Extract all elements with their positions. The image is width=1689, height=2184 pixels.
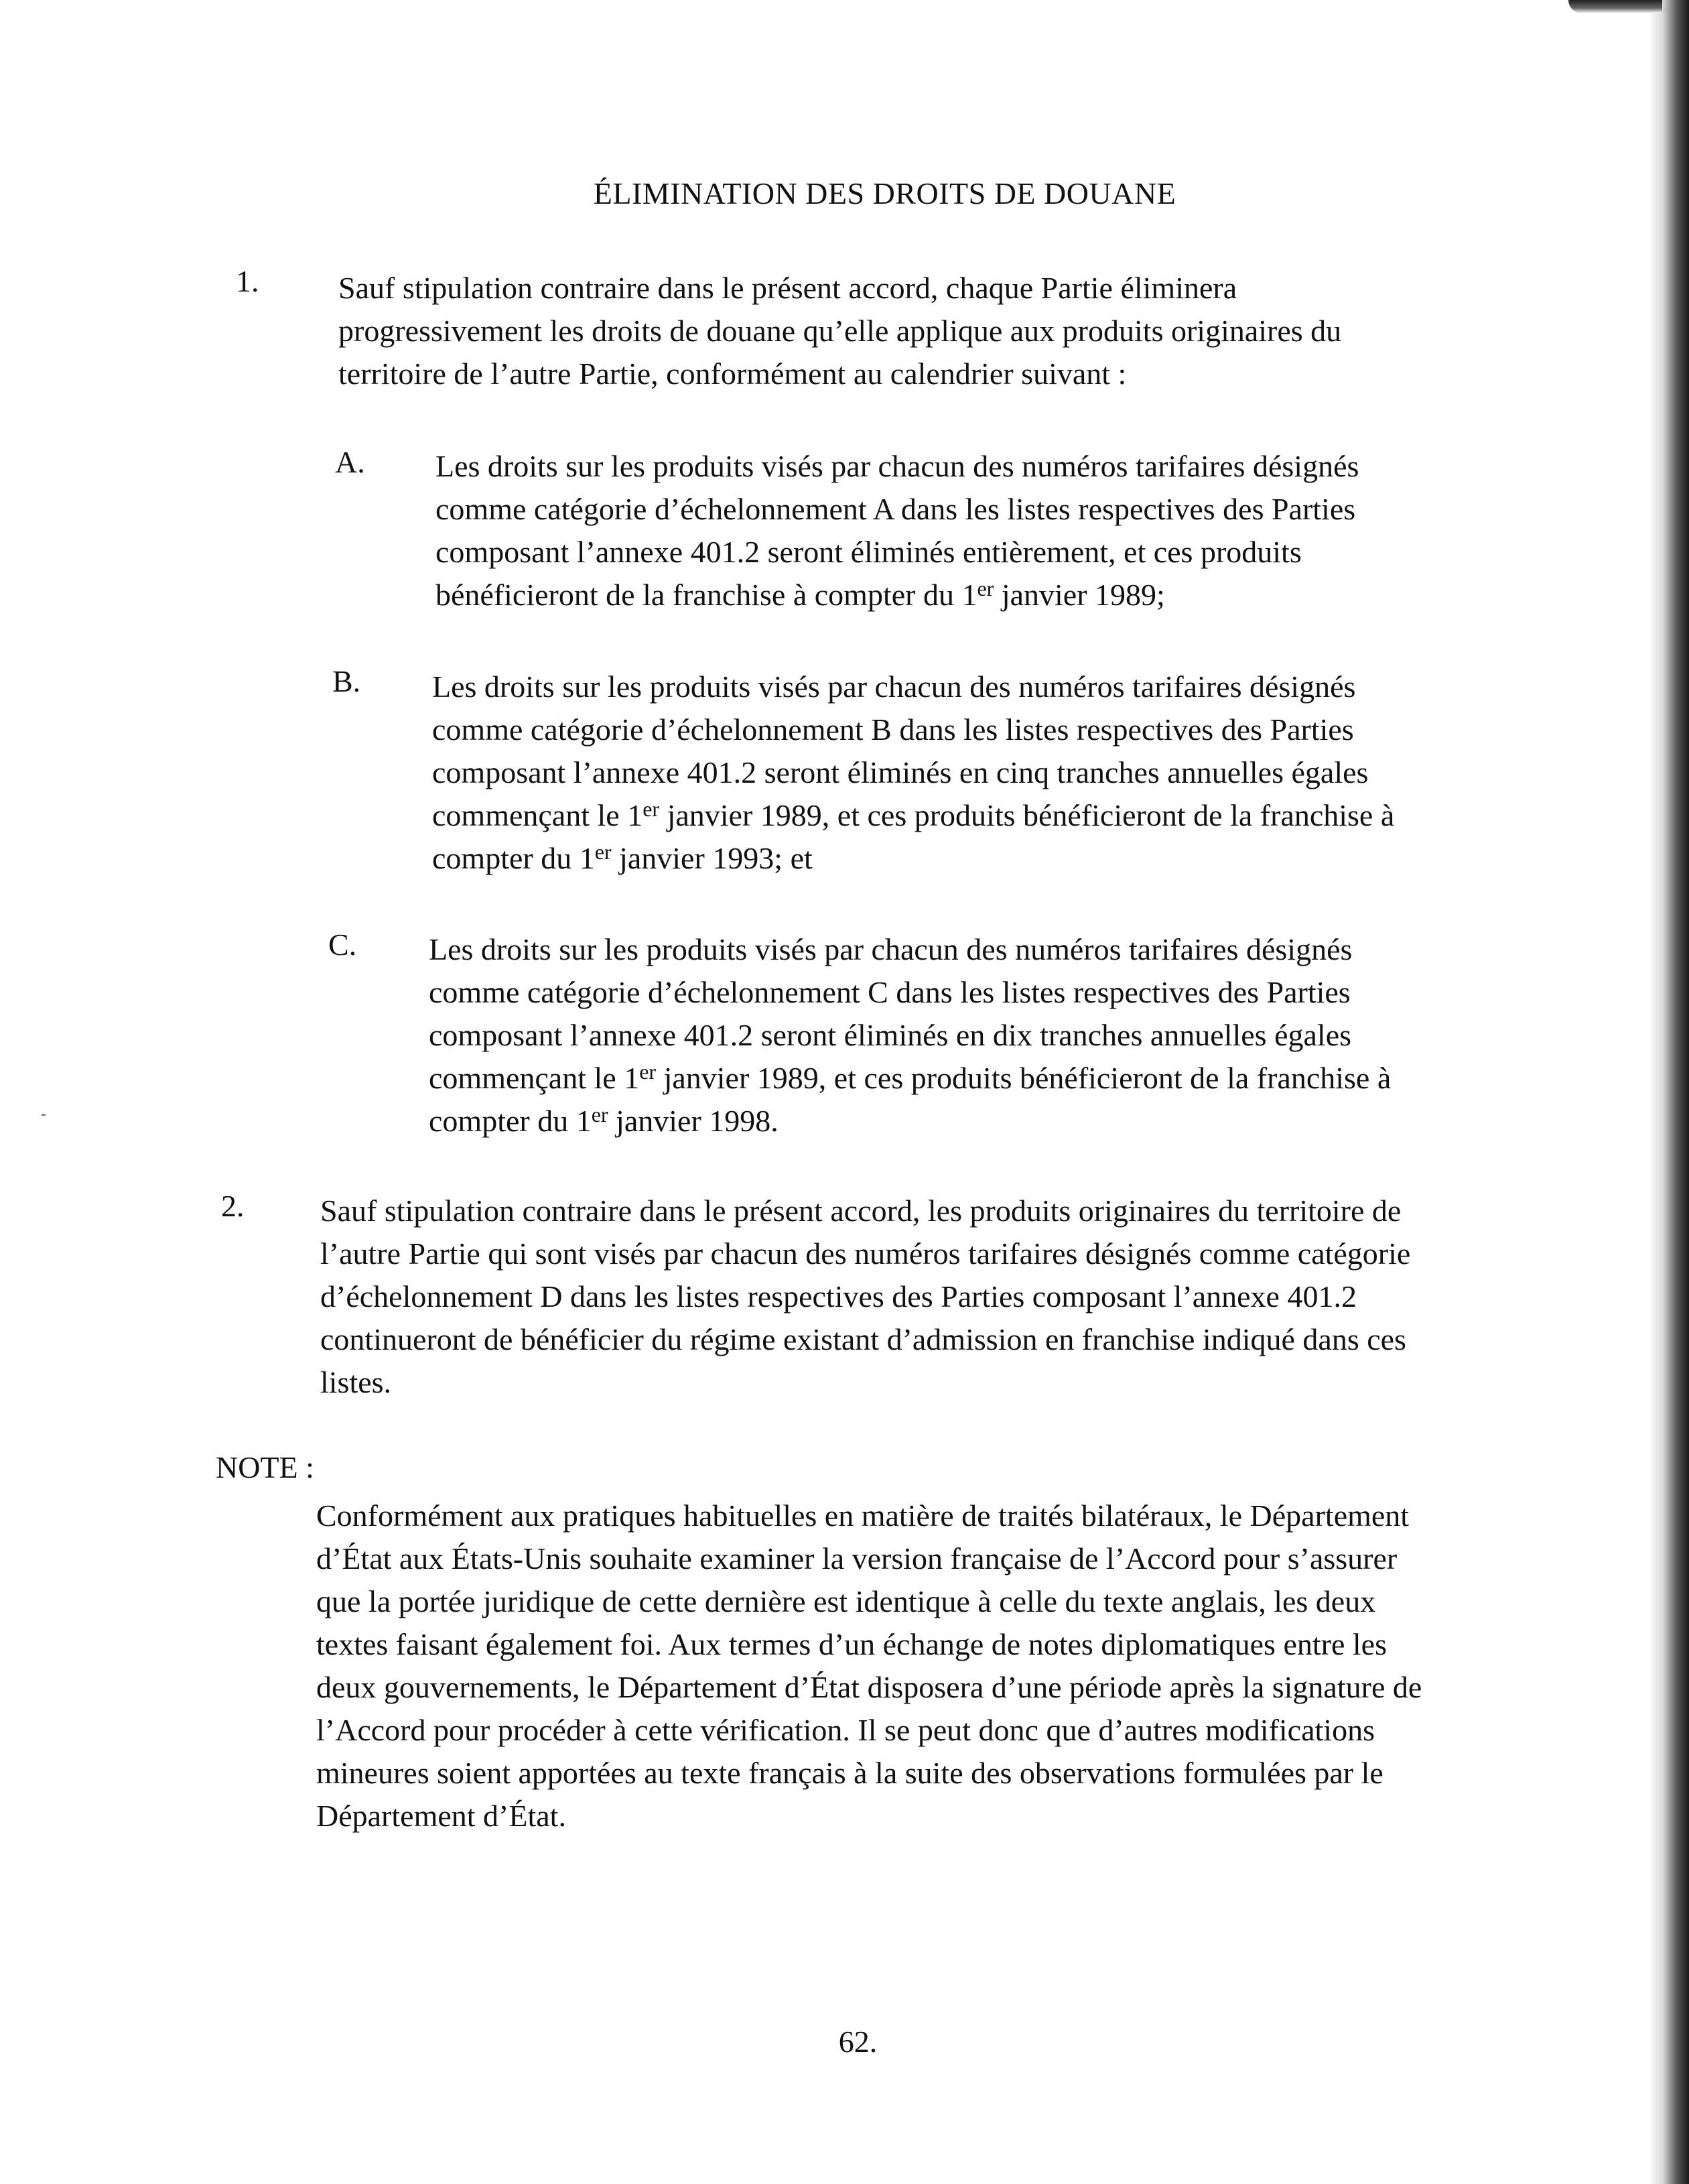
- note-line: Département d’État.: [316, 1799, 566, 1833]
- item-b-line: composant l’annexe 401.2 seront éliminés en cinq tranches annuelles égales: [432, 755, 1369, 789]
- item-c-line-text: compter du 1: [429, 1104, 592, 1138]
- item-a-text: [435, 445, 1359, 617]
- paragraph-2-line: d’échelonnement D dans les listes respectives des Parties composant l’annexe 401.2: [320, 1279, 1357, 1313]
- note-line: mineures soient apportées au texte français à la suite des observations formulées par le: [316, 1756, 1383, 1790]
- superscript-er: er: [643, 797, 660, 821]
- item-a-line-text: janvier 1989;: [994, 578, 1165, 612]
- item-b-line: [432, 794, 1394, 837]
- superscript-er: er: [594, 840, 612, 864]
- paragraph-2-number: 2.: [221, 1189, 245, 1223]
- superscript-er: er: [977, 576, 994, 600]
- item-b-line: [432, 837, 1394, 880]
- item-c-line: Les droits sur les produits visés par chacun des numéros tarifaires désignés: [429, 932, 1353, 966]
- scan-binding-corner: [1568, 0, 1662, 13]
- note-line: deux gouvernements, le Département d’État disposera d’une période après la signature de: [316, 1670, 1422, 1704]
- item-b-line: Les droits sur les produits visés par chacun des numéros tarifaires désignés: [432, 669, 1356, 704]
- item-b-line-text: janvier 1993; et: [611, 841, 813, 875]
- item-b-line-text: janvier 1989, et ces produits bénéficieront de la franchise à: [659, 798, 1395, 832]
- note-line: Conformément aux pratiques habituelles en matière de traités bilatéraux, le Département: [316, 1498, 1410, 1533]
- note-text: [316, 1494, 1422, 1838]
- paragraph-2-line: listes.: [320, 1365, 392, 1399]
- paragraph-1-line: Sauf stipulation contraire dans le présent accord, chaque Partie éliminera: [338, 271, 1237, 305]
- item-c-line-text: commençant le 1: [429, 1061, 640, 1095]
- item-b-line-text: compter du 1: [432, 841, 595, 875]
- item-c-line: comme catégorie d’échelonnement C dans les listes respectives des Parties: [429, 975, 1351, 1009]
- page-number: 62.: [838, 2025, 878, 2059]
- paragraph-2-line: Sauf stipulation contraire dans le présent accord, les produits originaires du territoire de: [320, 1194, 1402, 1228]
- paragraph-1-number: 1.: [236, 264, 259, 298]
- superscript-er: er: [639, 1059, 657, 1084]
- note-line: textes faisant également foi. Aux termes d’un échange de notes diplomatiques entre les: [316, 1627, 1387, 1661]
- item-a-line-text: bénéficieront de la franchise à compter du 1: [435, 578, 977, 612]
- paragraph-2-line: l’autre Partie qui sont visés par chacun des numéros tarifaires désignés comme catégorie: [320, 1236, 1411, 1271]
- item-c-line: [429, 1057, 1391, 1100]
- paragraph-1-text: [338, 267, 1341, 395]
- note-line: que la portée juridique de cette dernière est identique à celle du texte anglais, les deux: [316, 1584, 1376, 1618]
- item-a-line: Les droits sur les produits visés par chacun des numéros tarifaires désignés: [435, 449, 1359, 483]
- note-line: d’État aux États-Unis souhaite examiner la version française de l’Accord pour s’assurer: [316, 1541, 1398, 1576]
- item-c-line-text: janvier 1998.: [608, 1104, 779, 1138]
- paragraph-2-line: continueront de bénéficier du régime existant d’admission en franchise indiqué dans ces: [320, 1322, 1406, 1356]
- item-c-line-text: janvier 1989, et ces produits bénéficieront de la franchise à: [656, 1061, 1392, 1095]
- item-b-letter: B.: [332, 664, 361, 698]
- item-c-letter: C.: [328, 927, 357, 962]
- scan-speck: [42, 1114, 46, 1116]
- paragraph-1-line: territoire de l’autre Partie, conformément au calendrier suivant :: [338, 357, 1127, 391]
- item-b-text: [432, 665, 1394, 880]
- paragraph-1-line: progressivement les droits de douane qu’elle applique aux produits originaires du: [338, 314, 1342, 348]
- item-b-line-text: commençant le 1: [432, 798, 643, 832]
- item-a-letter: A.: [335, 445, 365, 479]
- item-c-line: [429, 1100, 1391, 1143]
- paragraph-2-text: [320, 1190, 1410, 1404]
- document-title: ÉLIMINATION DES DROITS DE DOUANE: [593, 176, 1176, 210]
- item-c-text: [429, 928, 1391, 1143]
- scan-binding-edge: [1649, 0, 1689, 2184]
- superscript-er: er: [591, 1102, 608, 1127]
- item-b-line: comme catégorie d’échelonnement B dans les listes respectives des Parties: [432, 712, 1354, 747]
- item-c-line: composant l’annexe 401.2 seront éliminés en dix tranches annuelles égales: [429, 1018, 1352, 1052]
- note-line: l’Accord pour procéder à cette vérification. Il se peut donc que d’autres modifications: [316, 1713, 1375, 1747]
- note-label: NOTE :: [216, 1450, 314, 1484]
- item-a-line: comme catégorie d’échelonnement A dans les listes respectives des Parties: [435, 492, 1356, 526]
- item-a-line: composant l’annexe 401.2 seront éliminés entièrement, et ces produits: [435, 535, 1302, 569]
- item-a-line: [435, 574, 1359, 617]
